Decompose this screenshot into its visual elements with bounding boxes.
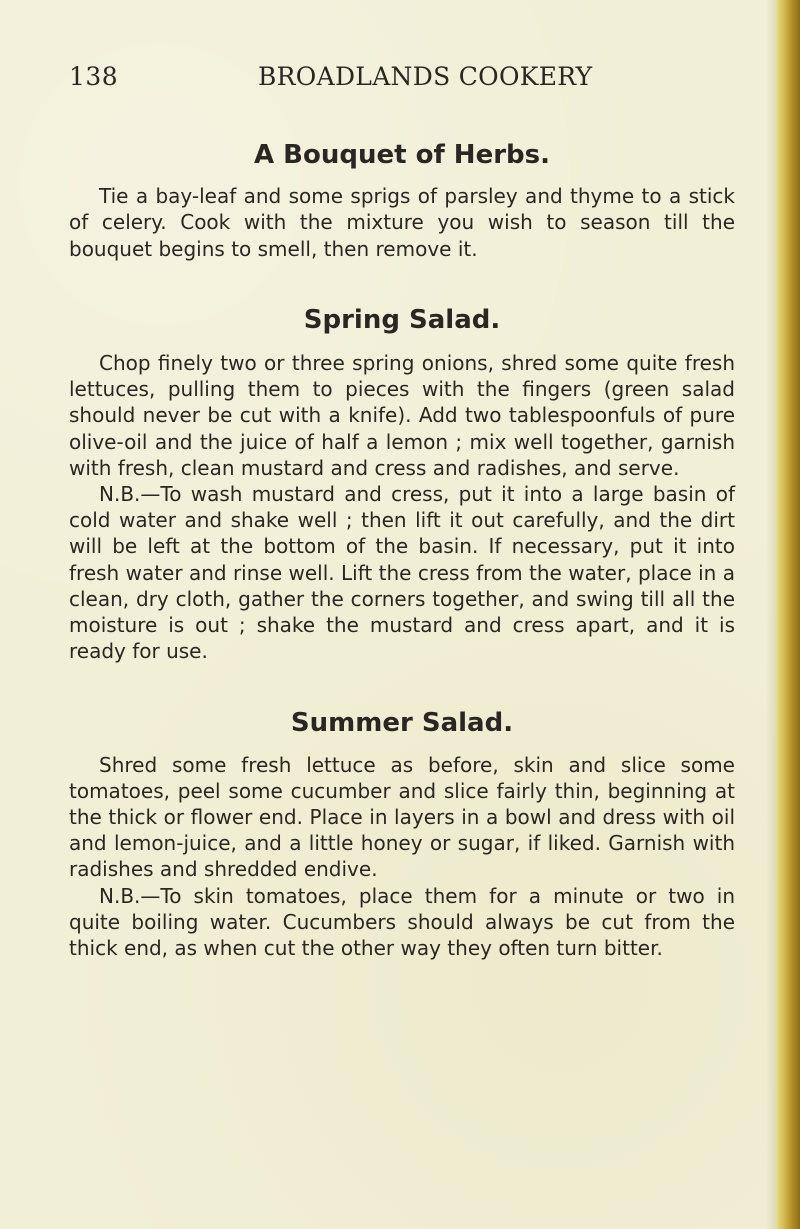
recipe-note: N.B.—To skin tomatoes, place them for a minute or two in quite boiling water. Cucumbers should always be cut from the thick end, as when cut the other way they often turn bitter. bbox=[69, 883, 735, 961]
running-head bbox=[69, 62, 735, 102]
page-number: 138 bbox=[69, 62, 119, 91]
recipe-paragraph: Shred some fresh lettuce as before, skin and slice some tomatoes, peel some cucumber and slice fairly thin, beginning at the thick or flower end. Place in layers in a bowl and dress with oil and lemon-juice, and a little honey or sugar, if liked. Garnish with radishes and shredded endive. bbox=[69, 752, 735, 882]
book-title: BROADLANDS COOKERY bbox=[258, 62, 593, 91]
recipe-title: Summer Salad. bbox=[290, 708, 514, 739]
page-edge-shadow bbox=[766, 0, 776, 1229]
recipe-summer-salad bbox=[69, 708, 735, 961]
recipe-title: A Bouquet of Herbs. bbox=[253, 140, 550, 170]
recipe-paragraph: Chop finely two or three spring onions, shred some quite fresh lettuces, pulling them to pieces with the fingers (green salad should never be cut with a knife). Add two tablespoonfuls of pure olive-oil and the juice of half a lemon ; mix well together, garnish with fresh, clean mustard and cress and radishes, and serve. bbox=[69, 350, 735, 480]
page-content bbox=[69, 140, 735, 961]
recipe-title: Spring Salad. bbox=[303, 304, 501, 335]
gilded-page-edge bbox=[776, 0, 800, 1229]
recipe-paragraph: Tie a bay-leaf and some sprigs of parsley and thyme to a stick of celery. Cook with the mixture you wish to season till the bouquet begins to smell, then remove it. bbox=[69, 184, 735, 261]
recipe-spring-salad bbox=[69, 305, 735, 665]
recipe-bouquet-of-herbs bbox=[69, 140, 735, 262]
recipe-note: N.B.—To wash mustard and cress, put it into a large basin of cold water and shake well ; then lift it out carefully, and the dirt will be left at the bottom of the basin. If necessary, put it into fresh water and rinse well. Lift the cress from the water, place in a clean, dry cloth, gather the corners together, and swing till all the moisture is out ; shake the mustard and cress apart, and it is ready for use. bbox=[69, 482, 735, 664]
